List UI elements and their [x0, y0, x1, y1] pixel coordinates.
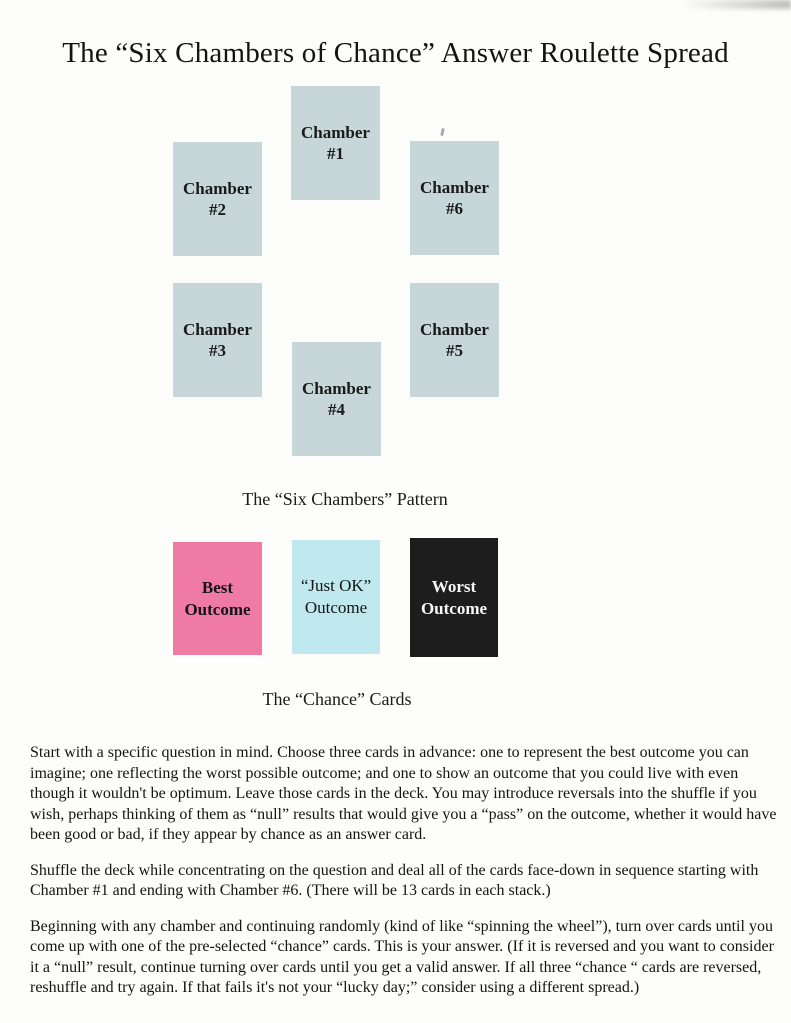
chamber-card-6	[410, 141, 499, 255]
chamber-card-4	[292, 342, 381, 456]
chamber-1-label-line1: Chamber	[301, 123, 370, 142]
chamber-4-label-line2: #4	[328, 400, 345, 419]
chamber-card-3	[173, 283, 262, 397]
worst-outcome-label-line1: Worst	[431, 576, 477, 596]
chamber-6-label-line2: #6	[446, 199, 463, 218]
chamber-4-label-line1: Chamber	[302, 379, 371, 398]
chamber-5-label-line1: Chamber	[420, 320, 489, 339]
chamber-card-1	[291, 86, 380, 200]
best-outcome-label-line1: Best	[201, 577, 234, 597]
chamber-card-5	[410, 283, 499, 397]
page-title: The “Six Chambers of Chance” Answer Roulette Spread	[62, 37, 729, 70]
scan-artifact-top-right	[681, 0, 791, 9]
chamber-5-label-line2: #5	[446, 341, 463, 360]
chamber-1-label-line2: #1	[327, 144, 344, 163]
best-outcome-label-line2: Outcome	[184, 599, 251, 619]
chamber-6-label-line1: Chamber	[420, 178, 489, 197]
scan-artifact-speck	[440, 128, 445, 136]
worst-outcome-label-line2: Outcome	[420, 598, 488, 618]
instructions-paragraph-3: Beginning with any chamber and continuing randomly (kind of like “spinning the wheel”), turn over cards until you come up with one of the pre-selected “chance” cards. This is your answer. (If it is reversed and you want to consider it a “null” result, continue turning over cards until you get a valid answer. If all three “chance “ cards are reversed, reshuffle and try again. If that fails it's not your “lucky day;” consider using a different spread.)	[30, 917, 774, 996]
chance-caption: The “Chance” Cards	[262, 689, 412, 709]
instructions	[30, 743, 777, 1014]
chance-card-just-ok-outcome	[292, 540, 380, 654]
chamber-3-label-line2: #3	[209, 341, 226, 360]
chamber-2-label-line1: Chamber	[183, 179, 252, 198]
chance-card-best-outcome	[173, 542, 262, 655]
just-ok-outcome-label-line2: Outcome	[304, 598, 368, 617]
pattern-caption: The “Six Chambers” Pattern	[242, 489, 448, 509]
just-ok-outcome-label-line1: “Just OK”	[300, 576, 372, 595]
chamber-card-2	[173, 142, 262, 256]
instructions-paragraph-1: Start with a specific question in mind. Choose three cards in advance: one to represent the best outcome you can imagine; one reflecting the worst possible outcome; and one to show an outcome that you could live with even though it wouldn't be optimum. Leave those cards in the deck. You may introduce reversals into the shuffle if you wish, perhaps thinking of them as “null” results that would give you a “pass” on the outcome, whether it would have been good or bad, if they appear by chance as an answer card.	[30, 744, 777, 843]
chance-card-worst-outcome	[410, 538, 498, 657]
chamber-3-label-line1: Chamber	[183, 320, 252, 339]
chamber-2-label-line2: #2	[209, 200, 226, 219]
instructions-paragraph-2: Shuffle the deck while concentrating on the question and deal all of the cards face-down in sequence starting with Chamber #1 and ending with Chamber #6. (There will be 13 cards in each stack.)	[30, 861, 759, 899]
